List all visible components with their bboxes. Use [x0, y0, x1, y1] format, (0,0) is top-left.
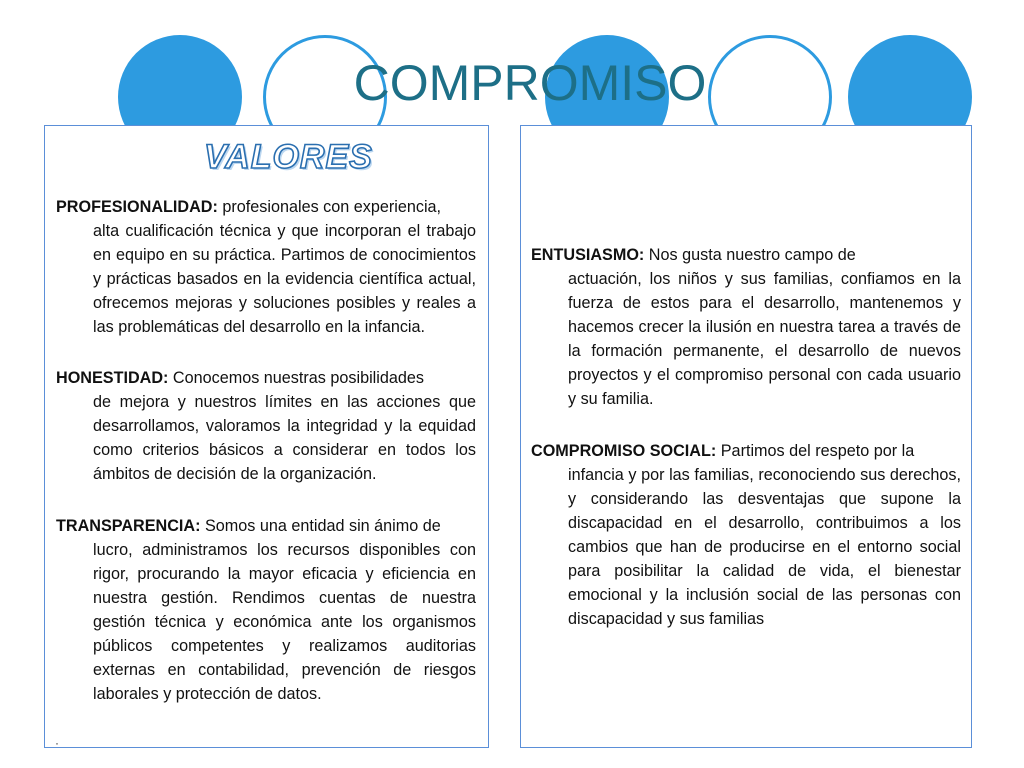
value-compromiso-social [531, 439, 961, 631]
value-transparencia [56, 514, 476, 706]
value-text-rest: de mejora y nuestros límites en las acciones que desarrollamos, valoramos la integridad y la equidad como criterios básicos a considerar en todos los ámbitos de decisión de la organización. [93, 393, 476, 483]
stray-dot: · [55, 736, 59, 750]
value-term: TRANSPARENCIA: [56, 517, 201, 535]
value-term: HONESTIDAD: [56, 369, 169, 387]
value-term: COMPROMISO SOCIAL: [531, 442, 717, 460]
value-honestidad [56, 366, 476, 486]
value-text-first: profesionales con experiencia, [217, 198, 442, 216]
value-term: PROFESIONALIDAD: [56, 198, 218, 216]
value-text-rest: alta cualificación técnica y que incorporan el trabajo en equipo en su práctica. Partimos de conocimientos y prácticas basados en la evidencia científica actual, ofrecemos mejoras y soluciones posibles y reales a las problemáticas del desarrollo en la infancia. [93, 222, 476, 336]
value-text-first: Nos gusta nuestro campo de [644, 246, 856, 264]
value-text-rest: infancia y por las familias, reconociendo sus derechos, y considerando las desventajas que supone la discapacidad en el desarrollo, contribuimos a los cambios que han de producirse en el entorno social para posibilitar la calidad de vida, el bienestar emocional y la inclusión social de las personas con discapacidad y sus familias [568, 466, 961, 628]
slide-title: COMPROMISO [353, 55, 707, 111]
value-term: ENTUSIASMO: [531, 246, 645, 264]
value-text-rest: lucro, administramos los recursos disponibles con rigor, procurando la mayor eficacia y eficiencia en nuestra gestión. Rendimos cuentas de nuestra gestión técnica y económica ante los organismos públicos competentes y realizamos auditorias externas en contabilidad, prevención de riesgos laborales y protección de datos. [93, 541, 476, 703]
value-text-first: Conocemos nuestras posibilidades [168, 369, 424, 387]
value-text-first: Somos una entidad sin ánimo de [200, 517, 441, 535]
value-entusiasmo [531, 243, 961, 411]
value-text-rest: actuación, los niños y sus familias, confiamos en la fuerza de estos para el desarrollo, mantenemos y hacemos crecer la ilusión en nuestra tarea a través de la formación permanente, el desarrollo de nuevos proyectos y el compromiso personal con cada usuario y su familia. [568, 270, 961, 408]
value-text-first: Partimos del respeto por la [716, 442, 915, 460]
value-profesionalidad [56, 195, 476, 339]
right-panel [520, 125, 972, 748]
values-heading: VALORES [204, 138, 373, 176]
